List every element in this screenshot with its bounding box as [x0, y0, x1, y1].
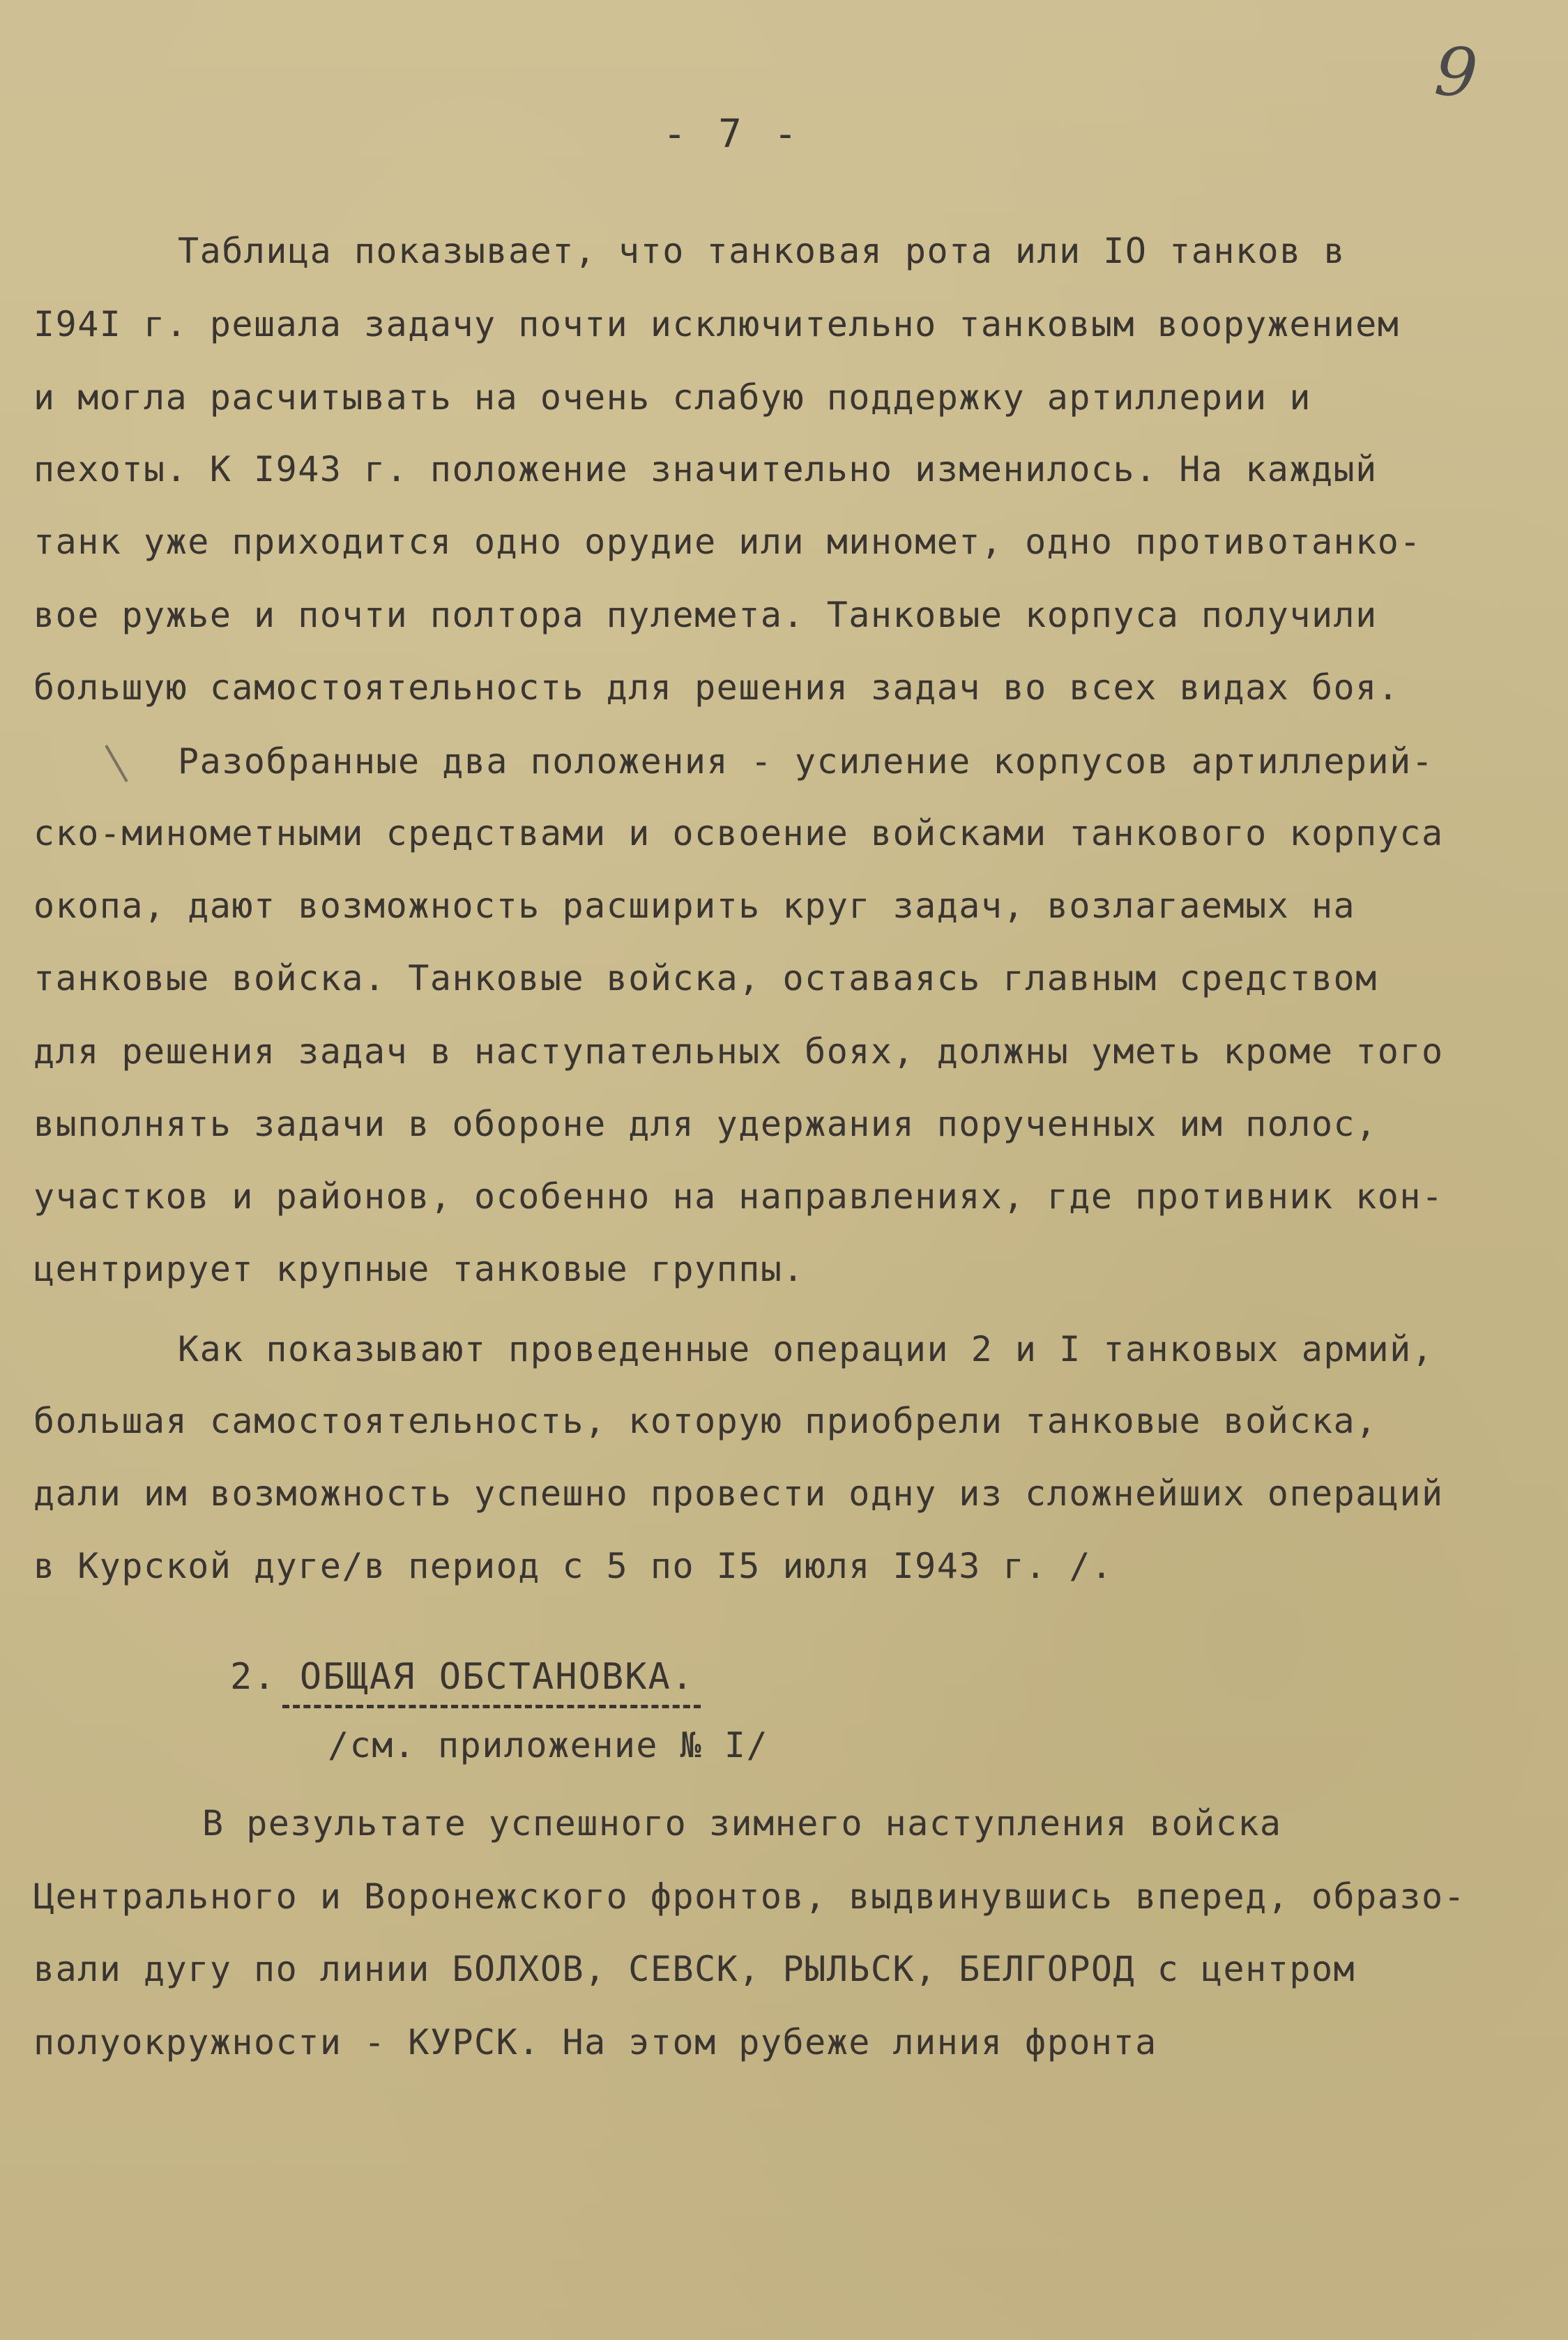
text-line: танковые войска. Танковые войска, оставаясь главным средством [33, 958, 1378, 998]
text-line: пехоты. К I943 г. положение значительно изменилось. На каждый [33, 449, 1378, 489]
text-line: В результате успешного зимнего наступления войска [202, 1803, 1282, 1844]
text-line: вали дугу по линии БОЛХОВ, СЕВСК, РЫЛЬСК, БЕЛГОРОД с центром [33, 1949, 1356, 1989]
margin-pencil-mark [105, 745, 128, 782]
text-line: полуокружности - КУРСК. На этом рубеже линия фронта [33, 2022, 1157, 2062]
text-line: участков и районов, особенно на направлениях, где противник кон- [33, 1176, 1444, 1217]
text-line: большую самостоятельность для решения задач во всех видах боя. [33, 667, 1400, 708]
text-line: I94I г. решала задачу почти исключительно танковым вооружением [33, 304, 1400, 344]
text-line: Таблица показывает, что танковая рота или IO танков в [178, 231, 1346, 271]
text-line: и могла расчитывать на очень слабую поддержку артиллерии и [33, 377, 1311, 418]
text-line: Разобранные два положения - усиление корпусов артиллерий- [178, 741, 1434, 782]
text-line: танк уже приходится одно орудие или миномет, одно противотанко- [33, 522, 1422, 562]
page-number: - 7 - [662, 112, 802, 157]
text-line: вое ружье и почти полтора пулемета. Танковые корпуса получили [33, 595, 1378, 635]
heading-underline [282, 1705, 701, 1708]
text-line: большая самостоятельность, которую приобрели танковые войска, [33, 1401, 1378, 1441]
text-line: ско-минометными средствами и освоение войсками танкового корпуса [33, 813, 1444, 853]
archive-folio-number: 9 [1432, 32, 1480, 113]
text-line: Как показывают проведенные операции 2 и I танковых армий, [178, 1329, 1434, 1369]
text-line: окопа, дают возможность расширить круг задач, возлагаемых на [33, 886, 1356, 926]
text-line: дали им возможность успешно провести одну из сложнейших операций [33, 1473, 1444, 1514]
text-line: в Курской дуге/в период с 5 по I5 июля I943 г. /. [33, 1546, 1113, 1586]
text-line: Центрального и Воронежского фронтов, выдвинувшись вперед, образо- [33, 1876, 1466, 1917]
section-heading: 2. ОБЩАЯ ОБСТАНОВКА. [230, 1656, 695, 1698]
text-line: для решения задач в наступательных боях, должны уметь кроме того [33, 1031, 1444, 1072]
section-reference: /см. приложение № I/ [328, 1725, 769, 1765]
text-line: выполнять задачи в обороне для удержания порученных им полос, [33, 1104, 1378, 1144]
text-line: центрирует крупные танковые группы. [33, 1249, 805, 1289]
